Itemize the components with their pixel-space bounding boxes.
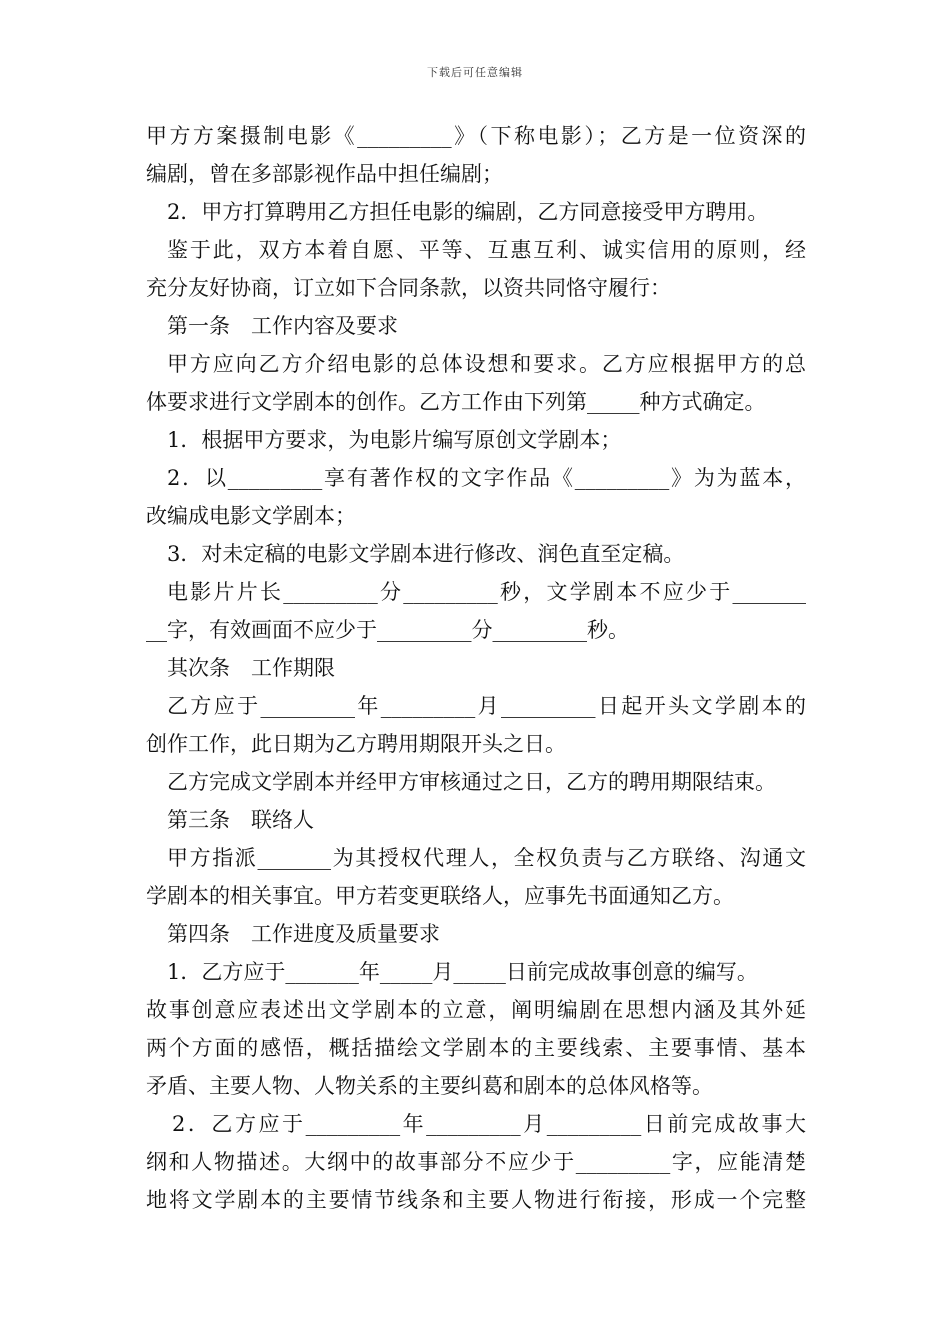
text-line: 甲方方案摄制电影《_________》（下称电影）；乙方是一位资深的 [146,124,806,148]
text-line: 改编成电影文学剧本； [146,504,356,528]
numbered-item: 2．甲方打算聘用乙方担任电影的编剧，乙方同意接受甲方聘用。 [167,200,769,224]
numbered-item: 1．乙方应于_______年_____月_____日前完成故事创意的编写。 [167,960,758,984]
text-line: 鉴于此，双方本着自愿、平等、互惠互利、诚实信用的原则，经 [167,238,806,262]
numbered-item: 2．乙方应于_________年_________月_________日前完成故事大 [172,1112,806,1136]
text-line: 创作工作，此日期为乙方聘用期限开头之日。 [146,732,566,756]
text-line: 充分友好协商，订立如下合同条款，以资共同恪守履行： [146,276,671,300]
article-heading: 其次条 工作期限 [167,656,335,680]
text-line: 地将文学剧本的主要情节线条和主要人物进行衔接，形成一个完整 [146,1188,806,1212]
text-line: 编剧，曾在多部影视作品中担任编剧； [146,162,503,186]
text-line: 纲和人物描述。大纲中的故事部分不应少于_________字，应能清楚 [146,1150,806,1174]
text-line: 矛盾、主要人物、人物关系的主要纠葛和剧本的总体风格等。 [146,1074,713,1098]
text-line: 甲方指派_______为其授权代理人，全权负责与乙方联络、沟通文 [167,846,806,870]
text-line: 体要求进行文学剧本的创作。乙方工作由下列第_____种方式确定。 [146,390,766,414]
text-line: 甲方应向乙方介绍电影的总体设想和要求。乙方应根据甲方的总 [167,352,806,376]
page-header: 下载后可任意编辑 [427,66,523,79]
text-line: 电影片片长_________分_________秒，文学剧本不应少于_______ [167,580,806,604]
text-line: 两个方面的感悟，概括描绘文学剧本的主要线索、主要事情、基本 [146,1036,806,1060]
article-heading: 第三条 联络人 [167,808,314,832]
article-heading: 第一条 工作内容及要求 [167,314,398,338]
text-line: 学剧本的相关事宜。甲方若变更联络人，应事先书面通知乙方。 [146,884,734,908]
numbered-item: 3．对未定稿的电影文学剧本进行修改、润色直至定稿。 [167,542,685,566]
numbered-item: 2．以_________享有著作权的文字作品《_________》为为蓝本， [167,466,806,490]
numbered-item: 1．根据甲方要求，为电影片编写原创文学剧本； [167,428,622,452]
article-heading: 第四条 工作进度及质量要求 [167,922,440,946]
document-body [146,117,806,1219]
text-line: 故事创意应表述出文学剧本的立意，阐明编剧在思想内涵及其外延 [146,998,806,1022]
text-line: __字，有效画面不应少于_________分_________秒。 [146,618,629,642]
text-line: 乙方完成文学剧本并经甲方审核通过之日，乙方的聘用期限结束。 [167,770,776,794]
text-line: 乙方应于_________年_________月_________日起开头文学剧本的 [167,694,806,718]
